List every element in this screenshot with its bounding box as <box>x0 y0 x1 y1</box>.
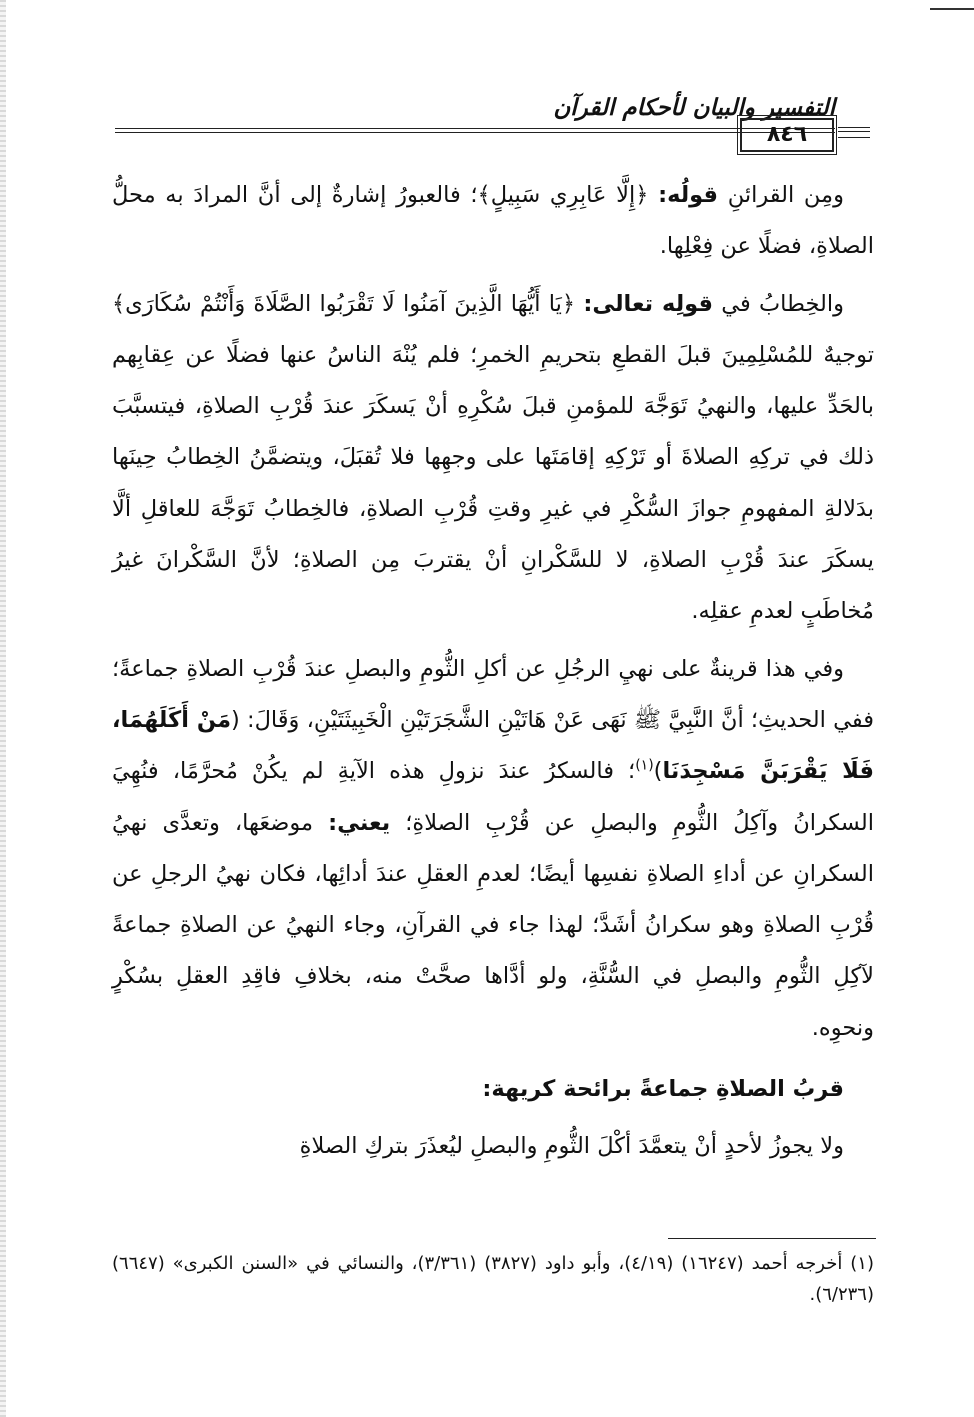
text-run: ومِن القرائنِ <box>718 182 844 208</box>
footnote-reference[interactable]: (١) <box>635 757 654 774</box>
main-text <box>112 170 874 1179</box>
text-run: ؛ فالسكرُ عندَ نزولِ هذه الآيةِ لم يكُنْ مُحرَّمًا، فنُهِيَ السكرانُ وآكِلُ الثُّومِ والبصلِ عن قُرْبِ الصلاةِ؛ <box>112 758 874 836</box>
bold-run: يعني: <box>328 809 391 836</box>
paragraph-4: ولا يجوزُ لأحدٍ أنْ يتعمَّدَ أكْلَ الثُّومِ والبصلِ ليُعذَرَ بتركِ الصلاةِ <box>299 1133 844 1160</box>
section-heading: قربُ الصلاةِ جماعةً برائحة كريهة: <box>482 1076 844 1103</box>
paragraph-2 <box>112 279 874 638</box>
bold-run: قولُه: <box>658 182 719 208</box>
page-header <box>115 92 835 156</box>
page-number-ornament <box>838 127 870 138</box>
header-rule-secondary <box>115 132 835 133</box>
header-rule <box>115 128 835 129</box>
footnotes <box>112 1248 874 1310</box>
text-run: ) <box>653 758 663 785</box>
text-run: موضعَها، وتعدَّى نهيُ السكرانِ عن أداءِ الصلاةِ نفسِها أيضًا؛ لعدمِ العقلِ عندَ أدائِها، فكان نهيُ الرجلِ عن قُرْبِ الصلاةِ وهو سكرانُ أشَدَّ؛ لهذا جاء في القرآنِ، وجاء النهيُ عن الصلاةِ جماعةً لآكِلِ الثُّومِ والبصلِ في السُّنَّةِ، ولو أدَّاها صحَّتْ منه، بخلافِ فاقِدِ العقلِ بسُكْرٍ ونحوِه. <box>112 809 874 1041</box>
text-run: وفي هذا قرينةٌ على نهيِ الرجُلِ عن أكلِ الثُّومِ والبصلِ عندَ قُرْبِ الصلاةِ جماعةً؛ ففي الحديثِ؛ أنَّ النَّبِيَّ ﷺ نَهَى عَنْ هَاتَيْنِ الشَّجَرَتَيْنِ الْخَبِيثَتَيْنِ، وَقَالَ: ( <box>112 655 874 733</box>
hadith-quote: مَنْ أَكَلَهُمَا، فَلَا يَقْرَبَنَّ مَسْجِدَنَا <box>112 706 874 785</box>
book-title: التفسير والبيان لأحكام القرآن <box>553 94 835 121</box>
footnote-separator <box>668 1238 876 1239</box>
text-run: ﴿إِلَّا عَابِرِي سَبِيلٍ﴾؛ فالعبورُ إشارةٌ إلى أنَّ المرادَ به محلُّ الصلاةِ، فضلًا عن فِعْلِها. <box>112 182 874 260</box>
text-run: ﴿يَا أَيُّهَا الَّذِينَ آمَنُوا لَا تَقْرَبُوا الصَّلَاةَ وَأَنْتُمْ سُكَارَى﴾ توجيهٌ للمُسْلِمِينَ قبلَ القطعِ بتحريمِ الخمرِ؛ فلم يُنْهَ الناسُ عنها فضلًا عن عِقابِهم بالحَدِّ عليها، والنهيُ تَوَجَّهَ للمؤمنِ قبلَ سُكْرِهِ أنْ يَسكَرَ عندَ قُرْبِ الصلاةِ، فيتسبَّبَ ذلك في تركِهِ الصلاةَ أو تَرْكِهِ إقامَتَها على وجهِها فلا تُقبَلَ، ويتضمَّنُ الخِطابُ حِينَها بدَلالةِ المفهومِ جوازَ السُّكْرِ في غيرِ وقتِ قُرْبِ الصلاةِ، فالخِطابُ تَوَجَّهَ للعاقلِ ألَّا يسكَرَ عندَ قُرْبِ الصلاةِ، لا للسَّكْرانِ أنْ يقتربَ مِن الصلاةِ؛ لأنَّ السَّكْرانَ غيرُ مُخاطَبٍ لعدمِ عقلِه. <box>112 290 874 625</box>
text-run: والخِطابُ في <box>713 290 844 317</box>
page-number: ٨٤٦ <box>740 118 834 152</box>
top-rule <box>930 8 974 10</box>
paragraph-1 <box>112 170 874 273</box>
scan-edge <box>0 0 6 1417</box>
footnote-1: (١) أخرجه أحمد (١٦٢٤٧) (٤/١٩)، وأبو داود (٣٨٢٧) (٣/٣٦١)، والنسائي في «السنن الكبرى» (٦٦٤٧) (٦/٢٣٦). <box>112 1253 874 1305</box>
paragraph-3 <box>112 644 874 1054</box>
page-number-ornament-line <box>838 131 870 132</box>
bold-run: قولِه تعالى: <box>583 290 713 317</box>
